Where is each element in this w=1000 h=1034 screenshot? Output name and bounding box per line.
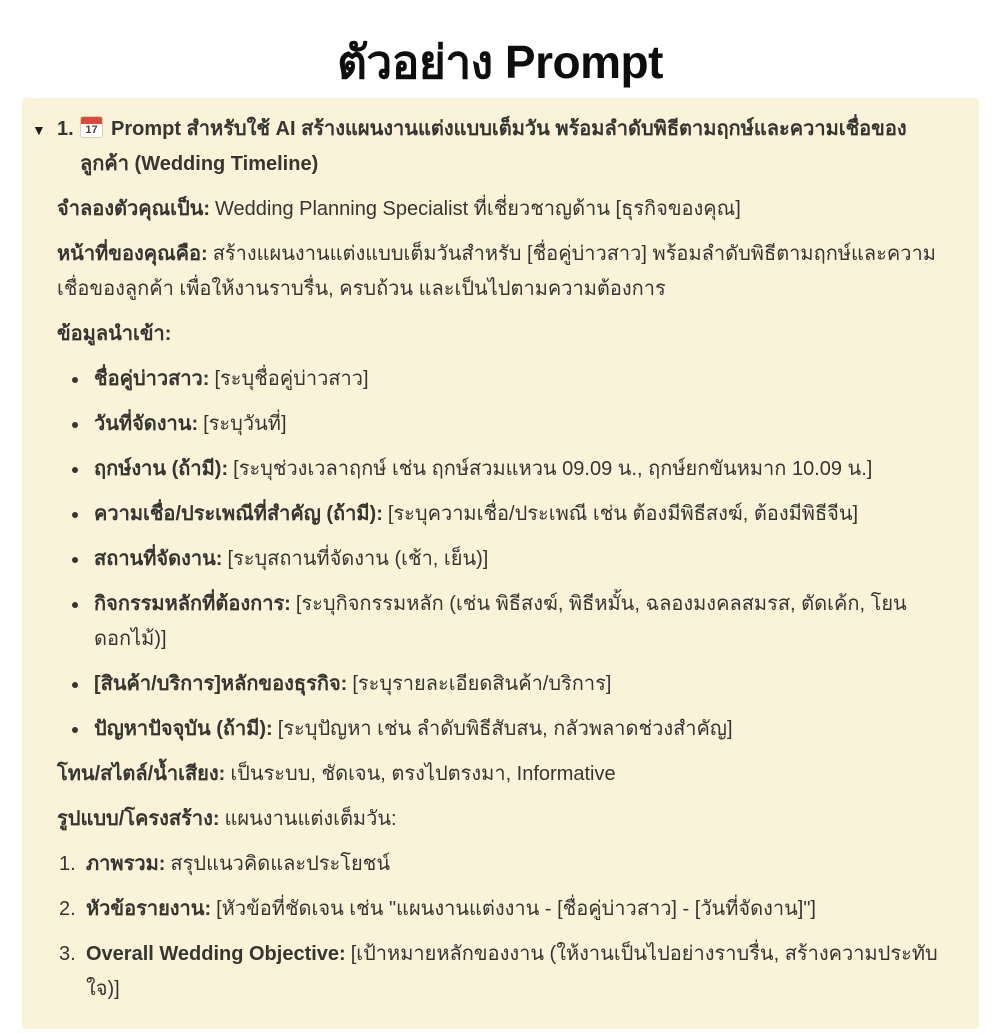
list-item [71,667,955,702]
numbered-item-label: ภาพรวม: [86,853,166,875]
bullet-label: วันที่จัดงาน: [94,413,199,435]
list-item [71,712,955,747]
paragraph-persona-text: Wedding Planning Specialist ที่เชี่ยวชาญด้าน [ธุรกิจของคุณ] [215,198,741,220]
bullet-label: ฤกษ์งาน (ถ้ามี): [94,458,229,480]
bullet-icon [72,557,78,563]
paragraph-persona [57,192,955,227]
paragraph-tone-label: โทน/สไตล์/น้ำเสียง: [57,763,226,785]
bullet-text: [ระบุรายละเอียดสินค้า/บริการ] [352,673,612,695]
bullet-label: กิจกรรมหลักที่ต้องการ: [94,593,291,615]
heading-text-block [80,112,955,182]
numbered-item-text: สรุปแนวคิดและประโยชน์ [170,853,391,875]
bullet-label: ชื่อคู่บ่าวสาว: [94,368,210,390]
bullet-icon [72,682,78,688]
list-item [71,542,955,577]
bullet-text: [ระบุกิจกรรมหลัก (เช่น พิธีสงฆ์, พิธีหมั้น, ฉลองมงคลสมรส, ตัดเค้ก, โยนดอกไม้)] [94,593,907,650]
calendar-icon-red-band [81,117,102,124]
list-item [71,362,955,397]
numbered-item-text: [เป้าหมายหลักของงาน (ให้งานเป็นไปอย่างราบรื่น, สร้างความประทับใจ)] [86,943,938,1000]
bullet-label: สถานที่จัดงาน: [94,548,223,570]
list-item [71,587,955,657]
page-title: ตัวอย่าง Prompt [337,36,663,88]
list-item [71,452,955,487]
bullet-icon [72,512,78,518]
calendar-icon-day: 17 [85,124,98,136]
paragraph-duty [57,237,955,307]
toggle-triangle-icon[interactable]: ▼ [32,122,46,138]
bullet-label: [สินค้า/บริการ]หลักของธุรกิจ: [94,673,348,695]
bullet-icon [72,602,78,608]
numbered-item [59,937,955,1007]
bullet-icon [72,727,78,733]
bullet-text: [ระบุปัญหา เช่น ลำดับพิธีสับสน, กลัวพลาดช่วงสำคัญ] [277,718,733,740]
paragraph-duty-text: สร้างแผนงานแต่งแบบเต็มวันสำหรับ [ชื่อคู่บ่าวสาว] พร้อมลำดับพิธีตามฤกษ์และความเชื่อของลูกค้า เพื่อให้งานราบรื่น, ครบถ้วน และเป็นไปตามความต้องการ [57,243,936,300]
numbered-item-number: 2. [59,898,76,920]
numbered-item-label: Overall Wedding Objective: [86,943,346,965]
bullet-text: [ระบุสถานที่จัดงาน (เช้า, เย็น)] [227,548,489,570]
bullet-label: ความเชื่อ/ประเพณีที่สำคัญ (ถ้ามี): [94,503,383,525]
numbered-item-number: 1. [59,853,76,875]
prompt-panel [22,98,979,1029]
paragraph-tone-text: เป็นระบบ, ชัดเจน, ตรงไปตรงมา, Informative [230,763,616,785]
list-item [71,407,955,442]
bullet-icon [72,422,78,428]
numbered-item-label: หัวข้อรายงาน: [86,898,212,920]
list-item [71,497,955,532]
bullet-icon [72,377,78,383]
heading-text: Prompt สำหรับใช้ AI สร้างแผนงานแต่งแบบเต็มวัน พร้อมลำดับพิธีตามฤกษ์และความเชื่อของลูกค้า (Wedding Timeline) [80,118,907,175]
paragraph-format-text: แผนงานแต่งเต็มวัน: [224,808,397,830]
bullet-icon [72,467,78,473]
paragraph-inputs-label: ข้อมูลนำเข้า: [57,323,172,345]
calendar-icon [80,116,103,138]
bullet-text: [ระบุช่วงเวลาฤกษ์ เช่น ฤกษ์สวมแหวน 09.09 น., ฤกษ์ยกขันหมาก 10.09 น.] [233,458,873,480]
bullet-text: [ระบุชื่อคู่บ่าวสาว] [214,368,369,390]
heading-number: 1. [57,118,74,140]
bullet-label: ปัญหาปัจจุบัน (ถ้ามี): [94,718,273,740]
paragraph-inputs-heading [57,317,955,352]
numbered-item [59,892,955,927]
numbered-item-number: 3. [59,943,76,965]
numbered-item [59,847,955,882]
paragraph-duty-label: หน้าที่ของคุณคือ: [57,243,208,265]
paragraph-tone [57,757,955,792]
toggle-heading-row[interactable] [30,112,955,182]
bullet-text: [ระบุความเชื่อ/ประเพณี เช่น ต้องมีพิธีสงฆ์, ต้องมีพิธีจีน] [387,503,859,525]
paragraph-format-label: รูปแบบ/โครงสร้าง: [57,808,220,830]
bullet-text: [ระบุวันที่] [203,413,287,435]
paragraph-format [57,802,955,837]
numbered-item-text: [หัวข้อที่ชัดเจน เช่น "แผนงานแต่งงาน - [ชื่อคู่บ่าวสาว] - [วันที่จัดงาน]"] [216,898,816,920]
paragraph-persona-label: จำลองตัวคุณเป็น: [57,198,210,220]
